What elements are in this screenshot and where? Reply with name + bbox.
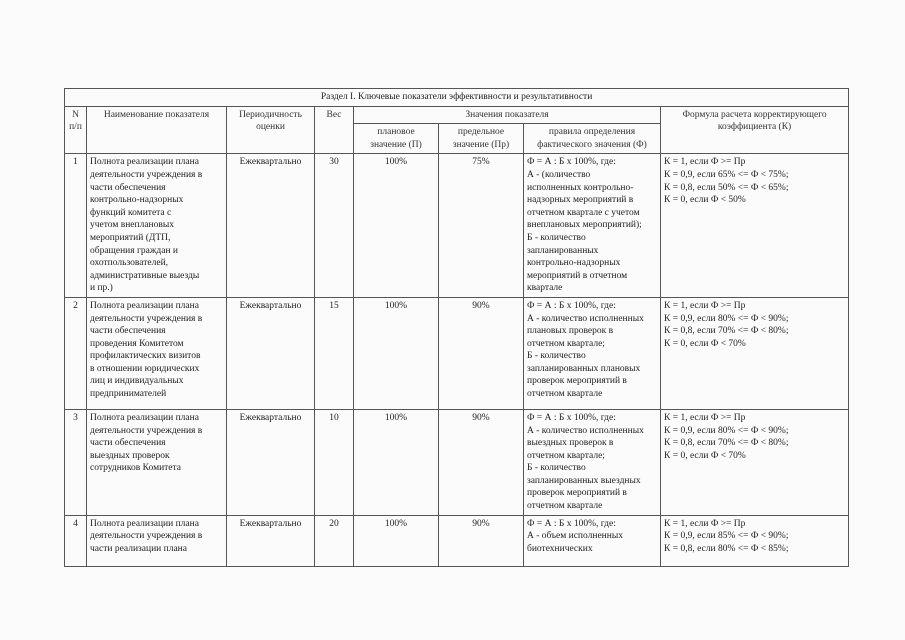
row-limit: 90%	[439, 409, 524, 515]
table-row	[65, 515, 849, 566]
row-weight: 20	[315, 515, 354, 566]
row-formula: К = 1, если Ф >= Пр К = 0,9, если 65% <= Ф < 75%; К = 0,8, если 50% <= Ф < 65%; К = 0, если Ф < 50%	[661, 154, 849, 298]
row-name: Полнота реализации плана деятельности учреждения в части реализации плана	[87, 515, 227, 566]
row-rules: Ф = А : Б х 100%, где: А - количество исполненных плановых проверок в отчетном квартале; Б - количество запланированных плановых проверок мероприятий в отчетном квартале	[524, 297, 661, 409]
header-planned: плановое значение (П)	[354, 124, 439, 154]
header-values: Значения показателя	[354, 106, 661, 124]
header-num: N п/п	[65, 106, 87, 154]
row-limit: 75%	[439, 154, 524, 298]
header-formula: Формула расчета корректирующего коэффициента (К)	[661, 106, 849, 154]
row-name: Полнота реализации плана деятельности учреждения в части обеспечения контрольно-надзорных функций комитета с учетом внеплановых мероприятий (ДТП, обращения граждан и охотпользователей, административные выезды и пр.)	[87, 154, 227, 298]
row-weight: 30	[315, 154, 354, 298]
header-period: Периодичность оценки	[227, 106, 315, 154]
row-num: 4	[65, 515, 87, 566]
row-weight: 15	[315, 297, 354, 409]
row-period: Ежеквартально	[227, 515, 315, 566]
row-name: Полнота реализации плана деятельности учреждения в части обеспечения проведения Комитетом профилактических визитов в отношении юридических лиц и индивидуальных предпринимателей	[87, 297, 227, 409]
row-rules: Ф = А : Б х 100%, где: А - объем исполненных биотехнических	[524, 515, 661, 566]
section-title: Раздел I. Ключевые показатели эффективности и результативности	[65, 89, 849, 107]
kpi-table	[64, 88, 849, 567]
row-limit: 90%	[439, 515, 524, 566]
section-title-row	[65, 89, 849, 107]
header-weight: Вес	[315, 106, 354, 154]
table-row	[65, 154, 849, 298]
header-limit: предельное значение (Пр)	[439, 124, 524, 154]
row-num: 3	[65, 409, 87, 515]
row-limit: 90%	[439, 297, 524, 409]
row-planned: 100%	[354, 409, 439, 515]
row-formula: К = 1, если Ф >= Пр К = 0,9, если 85% <= Ф < 90%; К = 0,8, если 80% <= Ф < 85%;	[661, 515, 849, 566]
row-num: 1	[65, 154, 87, 298]
row-rules: Ф = А : Б х 100%, где: А - (количество исполненных контрольно- надзорных мероприятий в отчетном квартале с учетом внеплановых мероприятий); Б - количество запланированных контрольно-надзорных мероприятий в отчетном квартале	[524, 154, 661, 298]
row-weight: 10	[315, 409, 354, 515]
row-period: Ежеквартально	[227, 409, 315, 515]
row-rules: Ф = А : Б х 100%, где: А - количество исполненных выездных проверок в отчетном квартале; Б - количество запланированных выездных проверок мероприятий в отчетном квартале	[524, 409, 661, 515]
row-planned: 100%	[354, 154, 439, 298]
table-row	[65, 297, 849, 409]
row-num: 2	[65, 297, 87, 409]
row-period: Ежеквартально	[227, 154, 315, 298]
header-row	[65, 106, 849, 124]
row-period: Ежеквартально	[227, 297, 315, 409]
row-planned: 100%	[354, 515, 439, 566]
header-rules: правила определения фактического значения (Ф)	[524, 124, 661, 154]
table-row	[65, 409, 849, 515]
row-formula: К = 1, если Ф >= Пр К = 0,9, если 80% <= Ф < 90%; К = 0,8, если 70% <= Ф < 80%; К = 0, если Ф < 70%	[661, 409, 849, 515]
row-planned: 100%	[354, 297, 439, 409]
row-formula: К = 1, если Ф >= Пр К = 0,9, если 80% <= Ф < 90%; К = 0,8, если 70% <= Ф < 80%; К = 0, если Ф < 70%	[661, 297, 849, 409]
header-name: Наименование показателя	[87, 106, 227, 154]
row-name: Полнота реализации плана деятельности учреждения в части обеспечения выездных проверок сотрудников Комитета	[87, 409, 227, 515]
